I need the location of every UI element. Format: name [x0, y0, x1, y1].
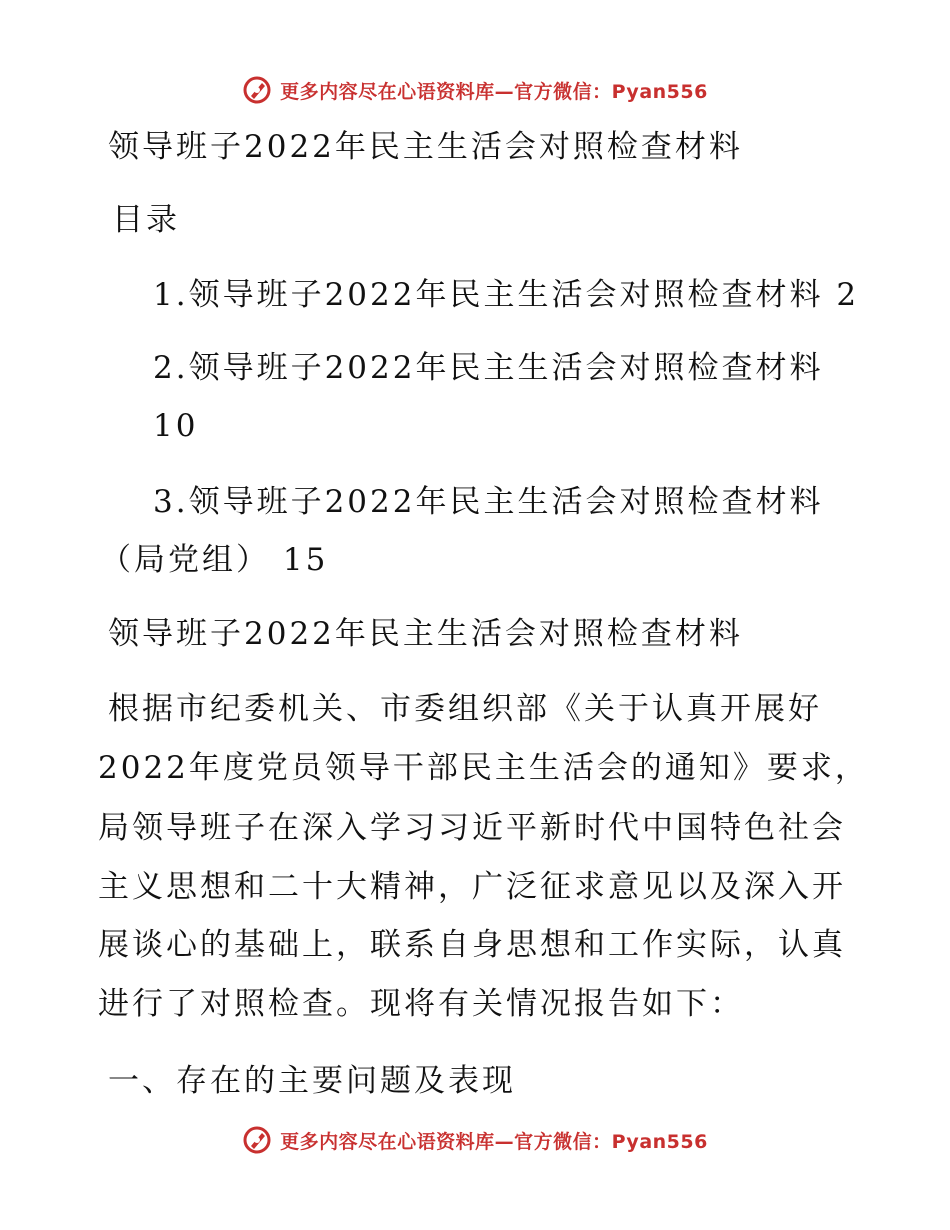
heading-problems: 一、存在的主要问题及表现: [108, 1063, 516, 1099]
paragraph-line: 2022年度党员领导干部民主生活会的通知》要求，: [98, 750, 869, 786]
toc-item-3: 3.领导班子2022年民主生活会对照检查材料: [153, 484, 824, 520]
document-title: 领导班子2022年民主生活会对照检查材料: [108, 129, 743, 165]
paragraph-line: 进行了对照检查。现将有关情况报告如下：: [98, 986, 744, 1022]
toc-item-1: 1.领导班子2022年民主生活会对照检查材料 2: [153, 277, 860, 313]
watermark-banner-top: [0, 70, 950, 110]
watermark-text: 更多内容尽在心语资料库—官方微信：Pyan556: [280, 1130, 708, 1153]
pen-circle-logo-icon: [242, 1125, 272, 1155]
section-title: 领导班子2022年民主生活会对照检查材料: [108, 616, 743, 652]
toc-item-2-page: 10: [153, 408, 199, 444]
watermark-text: 更多内容尽在心语资料库—官方微信：Pyan556: [280, 80, 708, 103]
toc-heading: 目录: [112, 202, 180, 238]
paragraph-line: 局领导班子在深入学习习近平新时代中国特色社会: [98, 810, 846, 846]
toc-item-3-continuation: （局党组） 15: [100, 542, 329, 578]
toc-item-2: 2.领导班子2022年民主生活会对照检查材料: [153, 350, 824, 386]
watermark-banner-bottom: [0, 1120, 950, 1160]
paragraph-line: 根据市纪委机关、市委组织部《关于认真开展好: [108, 691, 822, 727]
pen-circle-logo-icon: [242, 75, 272, 105]
paragraph-line: 主义思想和二十大精神，广泛征求意见以及深入开: [98, 869, 846, 905]
paragraph-line: 展谈心的基础上，联系自身思想和工作实际，认真: [98, 927, 846, 963]
